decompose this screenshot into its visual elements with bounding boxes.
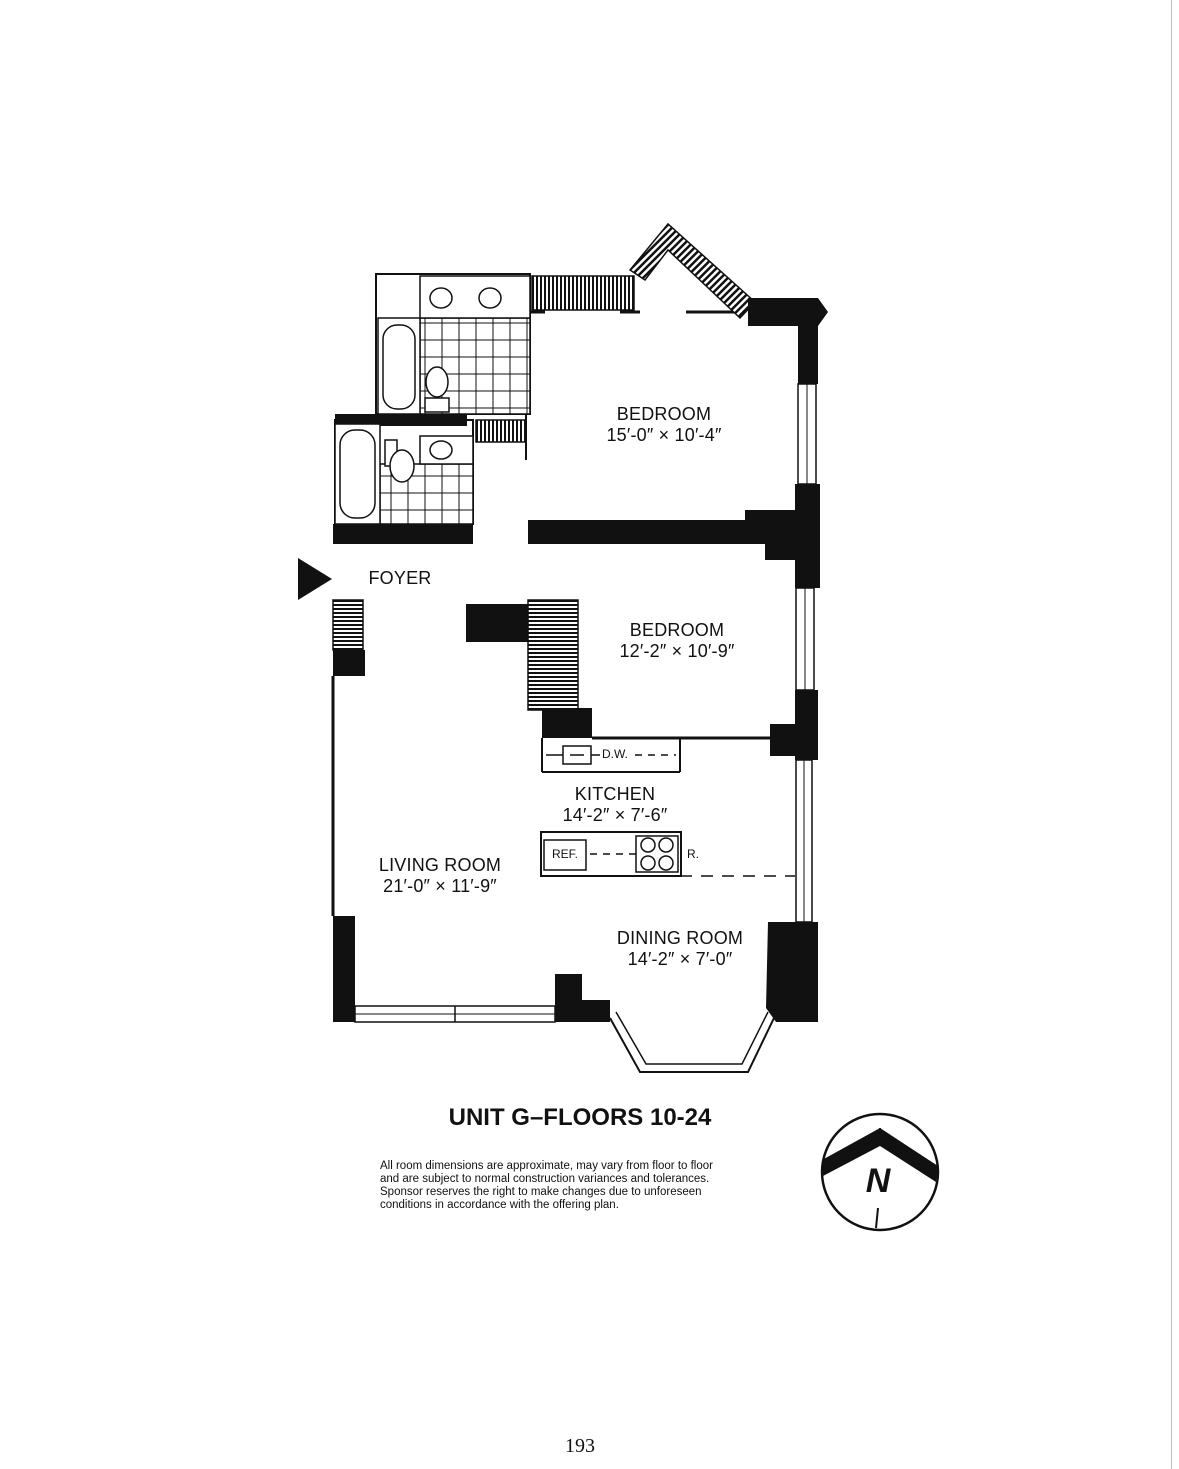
range-label: R. bbox=[687, 847, 699, 861]
bedroom-2-dims: 12′-2″ × 10′-9″ bbox=[619, 641, 735, 661]
bedroom-2-closet bbox=[528, 600, 578, 710]
compass-north-letter: N bbox=[865, 1162, 891, 1200]
dining-room-label bbox=[600, 928, 760, 970]
foyer-closet bbox=[333, 600, 363, 650]
disclaimer-line: conditions in accordance with the offering plan. bbox=[380, 1199, 619, 1211]
foyer-label bbox=[360, 568, 440, 589]
bedroom-1-closet bbox=[532, 276, 634, 310]
kitchen-dims: 14′-2″ × 7′-6″ bbox=[562, 805, 668, 825]
sink-icon bbox=[479, 288, 501, 308]
disclaimer-line: Sponsor reserves the right to make changes due to unforeseen bbox=[380, 1186, 702, 1198]
sink-icon bbox=[430, 288, 452, 308]
disclaimer-line: All room dimensions are approximate, may vary from floor to floor bbox=[380, 1160, 713, 1172]
page-number: 193 bbox=[565, 1435, 595, 1457]
kitchen-label bbox=[530, 784, 700, 826]
bedroom-1-name: BEDROOM bbox=[616, 404, 712, 424]
dining-room-name: DINING ROOM bbox=[616, 928, 744, 948]
bedroom-2-name: BEDROOM bbox=[629, 620, 725, 640]
foyer-name: FOYER bbox=[368, 568, 432, 588]
entry-arrow-icon bbox=[298, 558, 332, 600]
bedroom-2-walls bbox=[466, 588, 818, 760]
dining-room-dims: 14′-2″ × 7′-0″ bbox=[627, 949, 733, 969]
hall-closet bbox=[476, 420, 526, 442]
living-room-label bbox=[360, 855, 520, 897]
bedroom-1-dims: 15′-0″ × 10′-4″ bbox=[606, 425, 722, 445]
unit-title: UNIT G–FLOORS 10-24 bbox=[448, 1104, 712, 1131]
bathroom-1 bbox=[335, 274, 530, 426]
bathroom-2 bbox=[333, 420, 473, 544]
bedroom-1-angled-closet bbox=[630, 224, 755, 318]
refrigerator-label: REF. bbox=[552, 847, 579, 861]
sink-icon bbox=[430, 441, 452, 459]
bedroom-2-label bbox=[597, 620, 757, 662]
toilet-icon bbox=[425, 367, 449, 412]
kitchen-name: KITCHEN bbox=[574, 784, 656, 804]
range-icon bbox=[636, 836, 678, 872]
disclaimer-line: and are subject to normal construction variances and tolerances. bbox=[380, 1173, 710, 1185]
living-room-name: LIVING ROOM bbox=[378, 855, 502, 875]
dishwasher-label: D.W. bbox=[602, 747, 628, 761]
disclaimer bbox=[380, 1160, 800, 1212]
bedroom-1-label bbox=[584, 404, 744, 446]
living-room-dims: 21′-0″ × 11′-9″ bbox=[383, 876, 497, 896]
